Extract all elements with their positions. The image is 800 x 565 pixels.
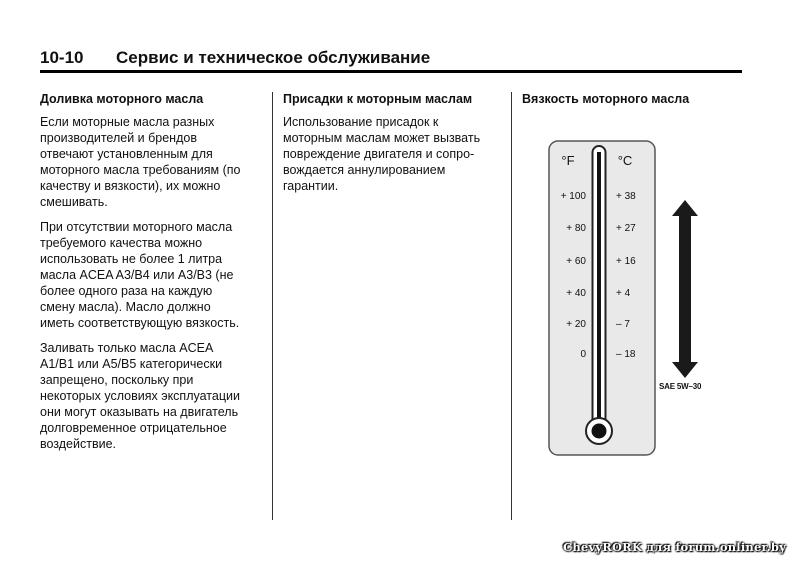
- column-oil-topup: [40, 92, 262, 461]
- section-heading-viscosity: Вязкость моторного масла: [522, 92, 690, 106]
- column-additives: [283, 92, 505, 203]
- scale-f-label: + 60: [566, 256, 586, 267]
- page-number: 10-10: [40, 48, 84, 67]
- scale-f-label: + 20: [566, 319, 586, 330]
- paragraph-substitute: При отсутствии моторного масла требуемого качества можно использовать не более 1 литра масла ACEA A3/B4 или A3/B3 (не более одного раза на каждую смену масла). Масло должно иметь соответствующую вязкость.: [40, 220, 240, 330]
- scale-c-label: – 7: [616, 319, 630, 330]
- page-title: Сервис и техническое обслуживание: [116, 48, 431, 67]
- viscosity-range-arrow-icon: [672, 200, 698, 378]
- section-heading-oil-topup: Доливка моторного масла: [40, 92, 204, 106]
- scale-c-label: + 38: [616, 191, 636, 202]
- thermometer-bulb: [592, 424, 607, 439]
- scale-f-label: + 40: [566, 288, 586, 299]
- header-divider: [40, 70, 742, 73]
- thermometer-column: [597, 152, 601, 422]
- scale-c-label: + 16: [616, 256, 636, 267]
- unit-fahrenheit: °F: [561, 153, 575, 168]
- column-divider-2: [511, 92, 512, 520]
- scale-c-label: + 4: [616, 288, 631, 299]
- scale-f-label: + 80: [566, 223, 586, 234]
- paragraph-prohibited: Заливать только масла ACEA A1/B1 или A5/B5 категорически запрещено, поскольку при некоторых условиях эксплуатации они могут оказывать на двигатель долговременное отрицательное воздействие.: [40, 341, 240, 451]
- viscosity-grade-label: SAE 5W–30: [659, 382, 702, 391]
- scale-f-label: + 100: [560, 191, 586, 202]
- unit-celsius: °C: [617, 153, 633, 168]
- column-divider-1: [272, 92, 273, 520]
- column-viscosity: [522, 92, 762, 114]
- scale-f-label: 0: [580, 349, 586, 360]
- scale-c-label: – 18: [616, 349, 636, 360]
- watermark: ChevyRORK для forum.onliner.by: [563, 540, 786, 554]
- paragraph-additives: Использование присадок к моторным маслам может вызвать повреждение двигателя и сопро- вождается аннулированием гарантии.: [283, 115, 481, 193]
- section-heading-additives: Присадки к моторным маслам: [283, 92, 473, 106]
- page-header: [40, 48, 740, 72]
- scale-c-label: + 27: [616, 223, 636, 234]
- paragraph-mixing: Если моторные масла разных производителей и брендов отвечают установленным для моторного масла требованиям (по качеству и вязкости), их можно смешивать.: [40, 115, 241, 209]
- thermometer-illustration: [548, 140, 658, 458]
